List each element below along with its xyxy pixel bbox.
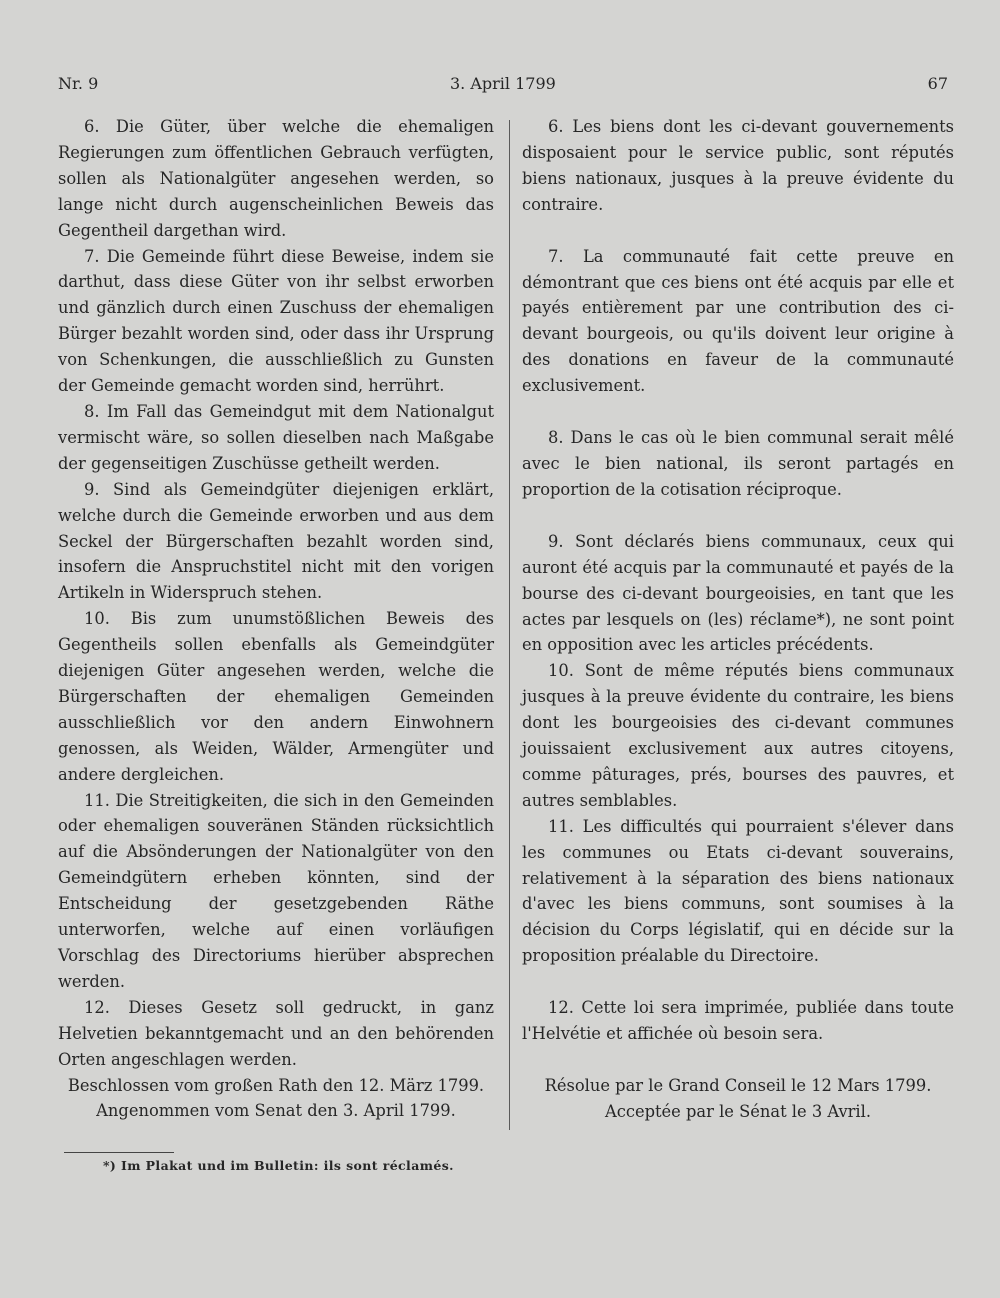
german-article-11: 11. Die Streitigkeiten, die sich in den Gemeinden oder ehemaligen souveränen Ständen rücksichtlich auf die Absönderungen der Nationalgüter von den Gemeindgütern erheben könnten, sind der Entscheidung der gesetzgebenden Räthe unterworfen, welche auf einen vorläufigen Vorschlag des Directoriums hierüber absprechen werden.	[58, 790, 494, 991]
german-column	[58, 114, 494, 1124]
german-article-12: 12. Dieses Gesetz soll gedruckt, in ganz Helvetien bekanntgemacht und an den behörenden Orten angeschlagen werden.	[58, 997, 494, 1069]
french-signature-senate: Acceptée par le Sénat le 3 Avril.	[604, 1101, 872, 1121]
french-article-8: 8. Dans le cas où le bien communal serait mêlé avec le bien national, ils seront partagés en proportion de la cotisation réciproque.	[522, 428, 954, 499]
french-article-10: 10. Sont de même réputés biens communaux jusques à la preuve évidente du contraire, les biens dont les bourgeoisies des ci-devant communes jouissaient exclusivement aux autres citoyens, comme pâturages, prés, bourses des pauvres, et autres semblables.	[522, 661, 954, 810]
german-article-9: 9. Sind als Gemeindgüter diejenigen erklärt, welche durch die Gemeinde erworben und aus dem Seckel der Bürgerschaften bezahlt worden sind, insofern die Anspruchstitel nicht mit den vorigen Artikeln in Widerspruch stehen.	[58, 479, 494, 603]
french-article-11: 11. Les difficultés qui pourraient s'élever dans les communes ou Etats ci-devant souverains, relativement à la séparation des biens nationaux d'avec les biens communs, sont soumises à la décision du Corps législatif, qui en décide sur la proposition préalable du Directoire.	[522, 816, 954, 966]
french-article-7: 7. La communauté fait cette preuve en démontrant que ces biens ont été acquis par elle et payés entièrement par une contribution des ci-devant bourgeois, ou qu'ils doivent leur origine à des donations en faveur de la communauté exclusivement.	[522, 246, 954, 396]
page-number: 67	[927, 74, 948, 93]
column-divider	[509, 120, 510, 1130]
french-signature-council: Résolue par le Grand Conseil le 12 Mars 1799.	[544, 1076, 932, 1095]
issue-number: Nr. 9	[58, 74, 99, 93]
german-article-7: 7. Die Gemeinde führt diese Beweise, indem sie darthut, dass diese Güter von ihr selbst erworben und gänzlich durch einen Zuschuss der ehemaligen Bürger bezahlt worden sind, oder dass ihr Ursprung von Schenkungen, die ausschließlich zu Gunsten der Gemeinde gemacht worden sind, herrührt.	[58, 246, 494, 396]
page-header	[58, 74, 948, 100]
header-date: 3. April 1799	[450, 74, 556, 93]
german-article-6: 6. Die Güter, über welche die ehemaligen Regierungen zum öffentlichen Gebrauch verfügten, sollen als Nationalgüter angesehen werden, so lange nicht durch augenscheinlichen Beweis das Gegentheil dargethan wird.	[58, 117, 494, 240]
german-signature-senate: Angenommen vom Senat den 3. April 1799.	[96, 1101, 456, 1121]
footnote-rule	[64, 1152, 174, 1153]
german-signature-council: Beschlossen vom großen Rath den 12. März 1799.	[67, 1075, 485, 1095]
german-article-8: 8. Im Fall das Gemeindgut mit dem Nationalgut vermischt wäre, so sollen dieselben nach Maßgabe der gegenseitigen Zuschüsse getheilt werden.	[58, 401, 494, 473]
french-article-6: 6. Les biens dont les ci-devant gouvernements disposaient pour le service public, sont réputés biens nationaux, jusques à la preuve évidente du contraire.	[522, 117, 954, 214]
french-article-12: 12. Cette loi sera imprimée, publiée dans toute l'Helvétie et affichée où besoin sera.	[522, 998, 954, 1044]
french-article-9: 9. Sont déclarés biens communaux, ceux qui auront été acquis par la communauté et payés de la bourse des ci-devant bourgeoisies, en tant que les actes par lesquels on (les) réclame*), ne sont point en opposition avec les articles précédents.	[522, 531, 954, 655]
french-column	[522, 114, 954, 1125]
german-article-10: 10. Bis zum unumstößlichen Beweis des Gegentheils sollen ebenfalls als Gemeindgüter diejenigen Güter angesehen werden, welche die Bürgerschaften der ehemaligen Gemeinden ausschließlich vor den andern Einwohnern genossen, als Weiden, Wälder, Armengüter und andere dergleichen.	[58, 609, 494, 784]
footnote: *) Im Plakat und im Bulletin: ils sont réclamés.	[103, 1158, 454, 1173]
